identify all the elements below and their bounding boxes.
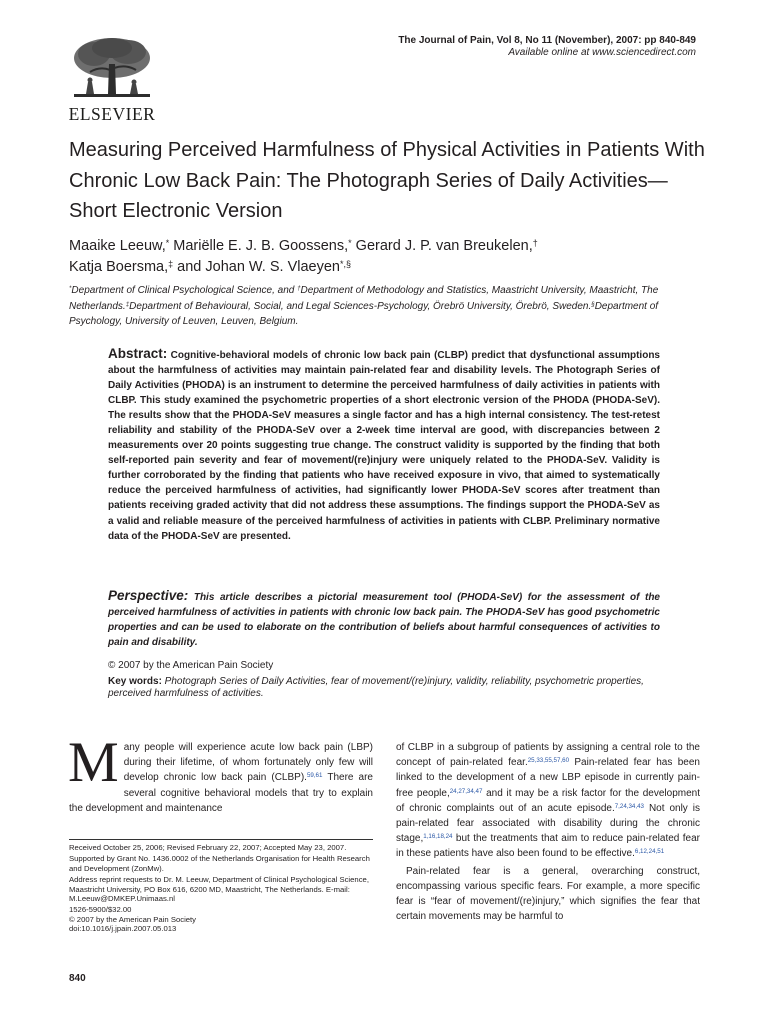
body-text: of CLBP in a subgroup of patients by assigning a central role to the concept of pain-related fear.: [396, 742, 700, 769]
affiliation-mark: †: [297, 285, 301, 293]
perspective-label: Perspective:: [108, 588, 189, 603]
author-name: Maaike Leeuw,: [69, 238, 166, 254]
author-mark: *: [348, 237, 352, 248]
article-title: Measuring Perceived Harmfulness of Physical Activities in Patients With Chronic Low Back Pain: The Photograph Series of Daily Activities—Short Electronic Version: [69, 139, 705, 222]
issn: 1526-5900/$32.00: [69, 905, 132, 915]
affiliations: [69, 283, 709, 330]
body-text: any people will experience acute low back pain (LBP) during their lifetime, of whom fortunately only few will develop chronic low back pain (CLBP).: [123, 742, 373, 784]
keywords: [108, 676, 660, 700]
publisher-wordmark: ELSEVIER: [68, 104, 156, 124]
affiliation: Department of Psychology, University of Leuven, Leuven, Belgium.: [69, 300, 659, 327]
keywords-label: Key words:: [108, 676, 162, 687]
abstract-label: Abstract:: [108, 346, 168, 361]
author-mark: *: [165, 237, 170, 248]
body-text: Not only is pain-related fear associated with disability during the chronic stage,: [396, 802, 700, 845]
author-name: Katja Boersma,: [69, 258, 169, 275]
body-text: but the treatments that aim to reduce pain-related fear in these patients have also been found to be effective.: [396, 833, 700, 860]
author-name: Gerard J. P. van Breukelen,: [351, 238, 533, 254]
affiliation: Department of Clinical Psychological Science, and: [71, 285, 298, 296]
author-mark: ‡: [168, 258, 174, 269]
footnote-copyright: © 2007 by the American Pain Society: [69, 914, 197, 924]
drop-cap: M: [68, 731, 119, 794]
author-name: and Johan W. S. Vlaeyen: [173, 258, 340, 275]
citation-link[interactable]: 1,16,18,24: [423, 833, 453, 841]
received-dates: Received October 25, 2006; Revised February 22, 2007; Accepted May 23, 2007.: [69, 843, 347, 852]
page-number: 840: [69, 973, 86, 984]
perspective-text: This article describes a pictorial measurement tool (PHODA-SeV) for the assessment of the perceived harmfulness of activities in patients with chronic low back pain. The PHODA-SeV has good psychometric properties and can be used to elaborate on the contribution of beliefs about harmful consequences of activities to pain and disability.: [108, 592, 660, 649]
body-text: There are several cognitive behavioral models that try to explain the development and maintenance: [69, 772, 373, 814]
author-mark: *,§: [340, 258, 351, 269]
citation-link[interactable]: 25,33,55,57,60: [527, 757, 570, 765]
body-text: Pain-related fear has been linked to the development of a new LBP episode in currently pain-free people,: [396, 757, 700, 799]
abstract-copyright: © 2007 by the American Pain Society: [108, 660, 274, 671]
citation-link[interactable]: 6,12,24,51: [634, 848, 665, 856]
paragraph: [396, 740, 700, 862]
perspective: [108, 588, 660, 650]
elsevier-logo: [64, 36, 160, 136]
body-column-right: [396, 740, 700, 924]
body-text: and it may be a risk factor for the development of chronic complaints out of an acute episode.: [396, 787, 700, 814]
author-name: Mariëlle E. J. B. Goossens,: [169, 238, 349, 254]
paragraph: Pain-related fear is a general, overarching construct, encompassing various specific fears. For example, a more specific fear is “fear of movement/(re)injury,” which signifies the fear that certain movements may be harmful to: [396, 865, 700, 923]
reprint-address: Address reprint requests to Dr. M. Leeuw, Department of Clinical Psychological Science, Maastricht University, PO Box 616, 6200 MD, Maastricht, The Netherlands. E-mail: M.Leeuw@DMKEP.Unimaas.nl: [69, 875, 369, 904]
affiliation-mark: ‡: [125, 300, 130, 308]
funding-note: Supported by Grant No. 1436.0002 of the Netherlands Organisation for Health Research and Development (ZonMw).: [69, 854, 370, 873]
citation-link[interactable]: 7,24,34,43: [614, 803, 644, 811]
author-mark: †: [532, 237, 538, 248]
body-column-left: [68, 731, 373, 816]
affiliation-mark: *: [69, 285, 72, 293]
affiliation: Department of Methodology and Statistics, Maastricht University, Maastricht, The Netherlands.: [69, 285, 659, 312]
affiliation: Department of Behavioural, Social, and Legal Sciences-Psychology, Örebrö University, Örebrö, Sweden.: [129, 300, 592, 312]
footnotes: [69, 843, 373, 934]
available-online-link[interactable]: Available online at www.sciencedirect.com: [508, 47, 696, 58]
keywords-text: Photograph Series of Daily Activities, fear of movement/(re)injury, validity, reliability, psychometric properties, perceived harmfulness of activities.: [108, 676, 644, 699]
footnote-divider: [69, 839, 373, 840]
abstract-text: Cognitive-behavioral models of chronic low back pain (CLBP) predict that dysfunctional assumptions about the harmfulness of activities may maintain pain-related fear and disability levels. The Photograph Series of Daily Activities (PHODA) is an instrument to determine the perceived harmfulness of daily activities in patients with CLBP. This study examined the psychometric properties of a short electronic version of the PHODA (PHODA-SeV). The results show that the PHODA-SeV measures a single factor and has a high internal consistency. The test-retest reliability and stability of the PHODA-SeV over a 2-week time interval are good, with discrepancies between 2 measurements over 20 points suggesting true change. The construct validity is supported by the finding that both self-reported pain severity and fear of movement/(re)injury were uniquely related to the PHODA-SeV. Validity is further corroborated by the finding that patients who have received exposure in vivo, that aimed to systematically reduce the perceived harmfulness of activities, had significantly lower PHODA-SeV scores after treatment than patients receiving graded activity that did not address these assumptions. The findings support the PHODA-SeV as a valid and reliable measure of the perceived harmfulness of activities in patients with CLBP. Preliminary normative data of the PHODA-SeV are presented.: [108, 350, 660, 542]
journal-citation: The Journal of Pain, Vol 8, No 11 (November), 2007: pp 840-849: [398, 35, 696, 46]
author-list: [69, 236, 709, 277]
abstract: [108, 346, 660, 544]
citation-link[interactable]: 24,27,34,47: [449, 787, 483, 795]
citation-link[interactable]: 59,61: [306, 772, 323, 780]
tree-emblem-icon: [64, 36, 160, 102]
doi: doi:10.1016/j.jpain.2007.05.013: [69, 924, 177, 934]
affiliation-mark: §: [591, 300, 595, 308]
